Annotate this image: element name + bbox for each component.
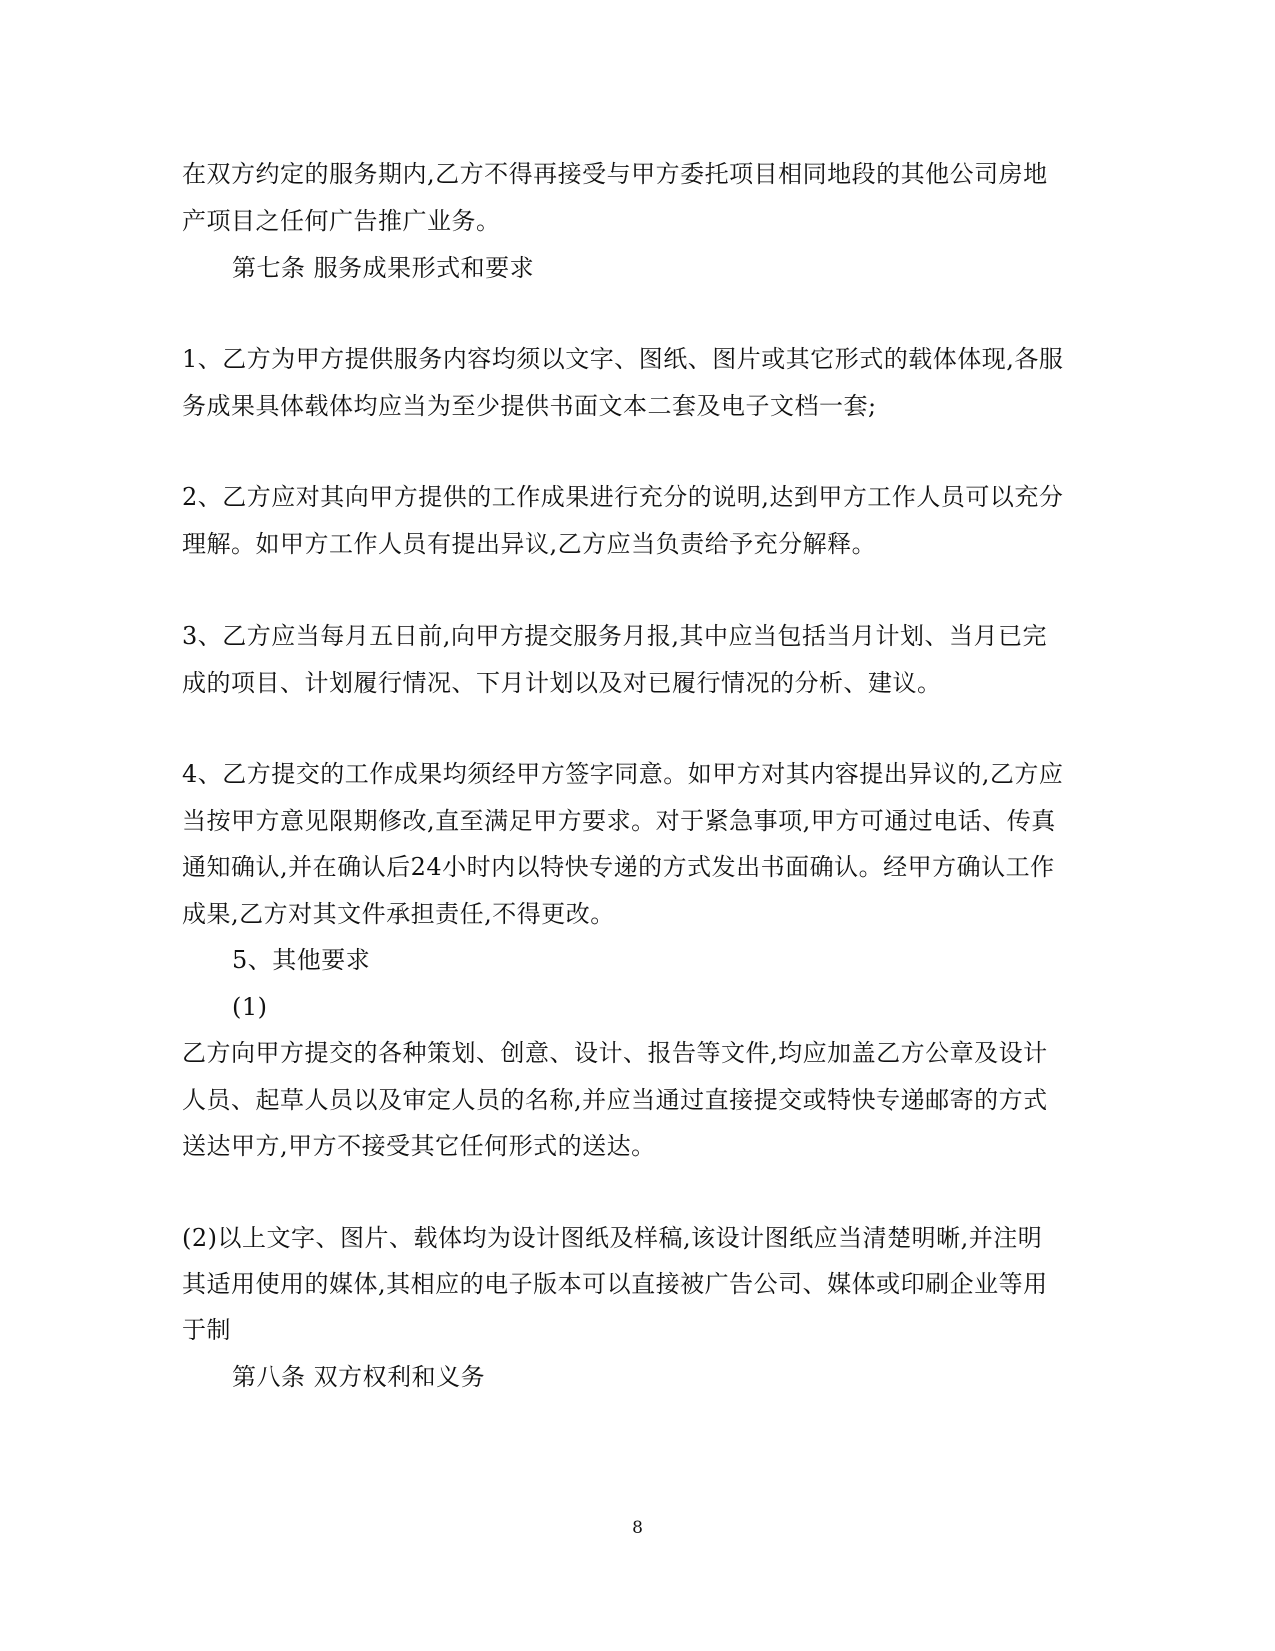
section-heading: 第八条 双方权利和义务 (232, 1363, 486, 1391)
text-line: 产项目之任何广告推广业务。 (182, 207, 501, 235)
list-marker: (1) (232, 993, 268, 1021)
text-line: 于制 (182, 1316, 231, 1344)
text-line: 当按甲方意见限期修改,直至满足甲方要求。对于紧急事项,甲方可通过电话、传真 (182, 807, 1056, 835)
page-number: 8 (632, 1518, 643, 1538)
text-line: 人员、起草人员以及审定人员的名称,并应当通过直接提交或特快专递邮寄的方式 (182, 1086, 1048, 1114)
text-line: 在双方约定的服务期内,乙方不得再接受与甲方委托项目相同地段的其他公司房地 (182, 160, 1048, 188)
text-line: 4、乙方提交的工作成果均须经甲方签字同意。如甲方对其内容提出异议的,乙方应 (182, 760, 1064, 788)
text-line: 成果,乙方对其文件承担责任,不得更改。 (182, 900, 615, 928)
text-line: 1、乙方为甲方提供服务内容均须以文字、图纸、图片或其它形式的载体体现,各服 (182, 345, 1064, 373)
text-line: 3、乙方应当每月五日前,向甲方提交服务月报,其中应当包括当月计划、当月已完 (182, 622, 1048, 650)
text-line: 乙方向甲方提交的各种策划、创意、设计、报告等文件,均应加盖乙方公章及设计 (182, 1039, 1048, 1067)
section-heading: 第七条 服务成果形式和要求 (232, 254, 535, 282)
text-line: 成的项目、计划履行情况、下月计划以及对已履行情况的分析、建议。 (182, 669, 942, 697)
text-line: 通知确认,并在确认后24小时内以特快专递的方式发出书面确认。经甲方确认工作 (182, 853, 1055, 881)
text-line: 务成果具体载体均应当为至少提供书面文本二套及电子文档一套; (182, 392, 877, 420)
subsection-heading: 5、其他要求 (232, 946, 371, 974)
text-line: 其适用使用的媒体,其相应的电子版本可以直接被广告公司、媒体或印刷企业等用 (182, 1270, 1048, 1298)
text-line: 2、乙方应对其向甲方提供的工作成果进行充分的说明,达到甲方工作人员可以充分 (182, 483, 1064, 511)
text-line: (2)以上文字、图片、载体均为设计图纸及样稿,该设计图纸应当清楚明晰,并注明 (182, 1224, 1043, 1252)
text-line: 送达甲方,甲方不接受其它任何形式的送达。 (182, 1132, 656, 1160)
text-line: 理解。如甲方工作人员有提出异议,乙方应当负责给予充分解释。 (182, 530, 877, 558)
